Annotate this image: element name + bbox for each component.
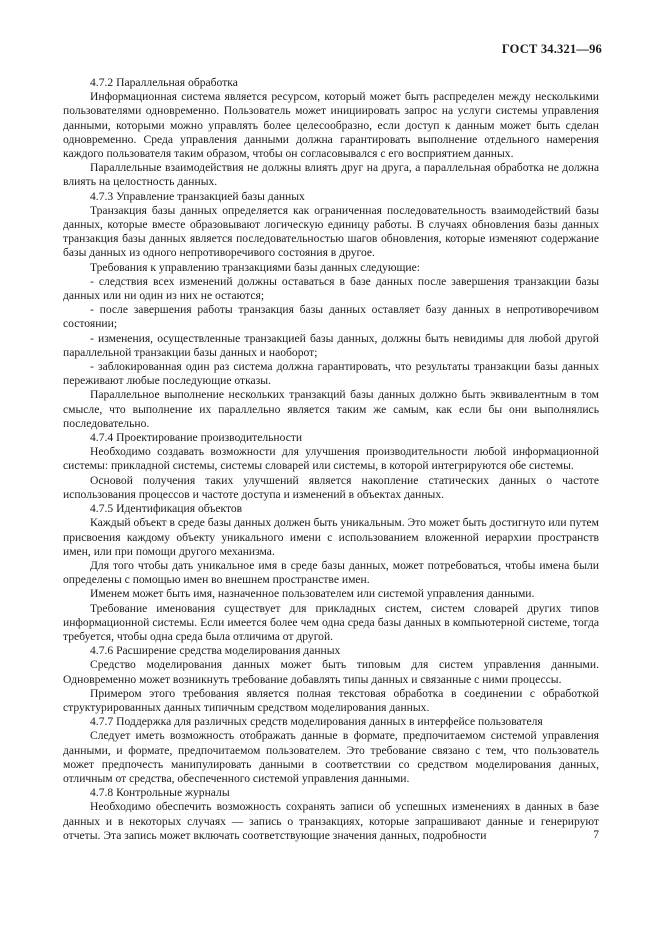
section-heading: 4.7.4 Проектирование производительности (90, 431, 303, 445)
paragraph: Средство моделирования данных может быть типовым для систем управления данными. Одновременно может возникнуть требование добавлять типы данных и связанные с ними процессы. (63, 658, 599, 686)
list-item: - после завершения работы транзакция базы данных оставляет базу данных в непротиворечивом состоянии; (63, 303, 599, 331)
section-heading: 4.7.2 Параллельная обработка (90, 76, 238, 89)
section-heading: 4.7.8 Контрольные журналы (90, 786, 230, 800)
section-heading: 4.7.3 Управление транзакцией базы данных (90, 189, 305, 203)
paragraph: Основой получения таких улучшений является накопление статических данных о частоте использования процессов и частоте доступа и изменений в объектах данных. (63, 473, 599, 501)
paragraph: Требования к управлению транзакциями базы данных следующие: (90, 260, 421, 274)
document-body (63, 76, 599, 843)
paragraph: Требование именования существует для прикладных систем, систем словарей других типов информационной системы. Если имеется более чем одна среда базы данных в компьютерной системе, тогда требуется, чтобы одна среда была отличима от другой. (63, 601, 599, 643)
page-number: 7 (593, 829, 599, 841)
list-item: - следствия всех изменений должны оставаться в базе данных после завершения транзакции базы данных или ни один из них не остаются; (63, 274, 599, 303)
paragraph: Каждый объект в среде базы данных должен быть уникальным. Это может быть достигнуто или путем присвоения каждому объекту уникального имени с использованием вложенной иерархии пространств имен, или при помощи другого механизма. (63, 516, 599, 558)
paragraph: Примером этого требования является полная текстовая обработка в соединении с обработкой структурированных данных типичным средством моделирования данных. (63, 686, 599, 714)
paragraph: Именем может быть имя, назначенное пользователем или системой управления данными. (90, 587, 535, 601)
document-code: ГОСТ 34.321—96 (501, 42, 602, 56)
paragraph: Для того чтобы дать уникальное имя в среде базы данных, может потребоваться, чтобы имена были определены с помощью имен во внешнем пространстве имен. (63, 558, 599, 587)
list-item: - заблокированная один раз система должна гарантировать, что результаты транзакции базы данных переживают любые последующие отказы. (63, 360, 599, 388)
paragraph: Транзакция базы данных определяется как ограниченная последовательность взаимодействий базы данных, которые вместе образовывают логическую единицу работы. В случаях обновления базы данных транзакция базы данных является последовательностью шагов обновления, которые изменяют содержание базы данных из одного непротиворечивого состояния в другое. (63, 203, 599, 260)
paragraph: Необходимо обеспечить возможность сохранять записи об успешных изменениях в данных в базе данных и в некоторых случаях — запись о транзакциях, которые запрашивают данные и генерируют отчеты. Эта запись может включать соответствующие значения данных, подробности (63, 800, 599, 842)
paragraph: Параллельное выполнение нескольких транзакций базы данных должно быть эквивалентным в том смысле, что выполнение их параллельно является таким же самым, как если бы они выполнялись последовательно. (63, 388, 599, 430)
section-heading: 4.7.6 Расширение средства моделирования данных (90, 644, 341, 658)
section-heading: 4.7.5 Идентификация объектов (90, 502, 243, 516)
paragraph: Следует иметь возможность отображать данные в формате, предпочитаемом системой управления данными, и формате, предпочитаемом пользователем. Это требование связано с тем, что пользователь может предпочесть манипулировать данными в соответствии со средством моделирования данных, отличным от средства, обеспеченного системой управления данными. (63, 729, 599, 785)
paragraph: Параллельные взаимодействия не должны влиять друг на друга, а параллельная обработка не должна влиять на целостность данных. (63, 161, 599, 189)
section-heading: 4.7.7 Поддержка для различных средств моделирования данных в интерфейсе пользователя (90, 715, 543, 729)
paragraph: Необходимо создавать возможности для улучшения производительности любой информационной системы: прикладной системы, системы словарей или системы, в которой интегрируются обе системы. (63, 445, 599, 473)
list-item: - изменения, осуществленные транзакцией базы данных, должны быть невидимы для любой другой параллельной транзакции базы данных и наоборот; (63, 331, 599, 359)
paragraph: Информационная система является ресурсом, который может быть распределен между несколькими пользователями одновременно. Пользователь может инициировать запрос на услуги системы управления данными, которыми можно управлять более целесообразно, если доступ к данным может быть сделан одновременно. Среда управления данными должна гарантировать выполнение отдельного намерения каждого пользователя таким образом, чтобы он согласовывался с его восприятием данных. (63, 90, 599, 161)
